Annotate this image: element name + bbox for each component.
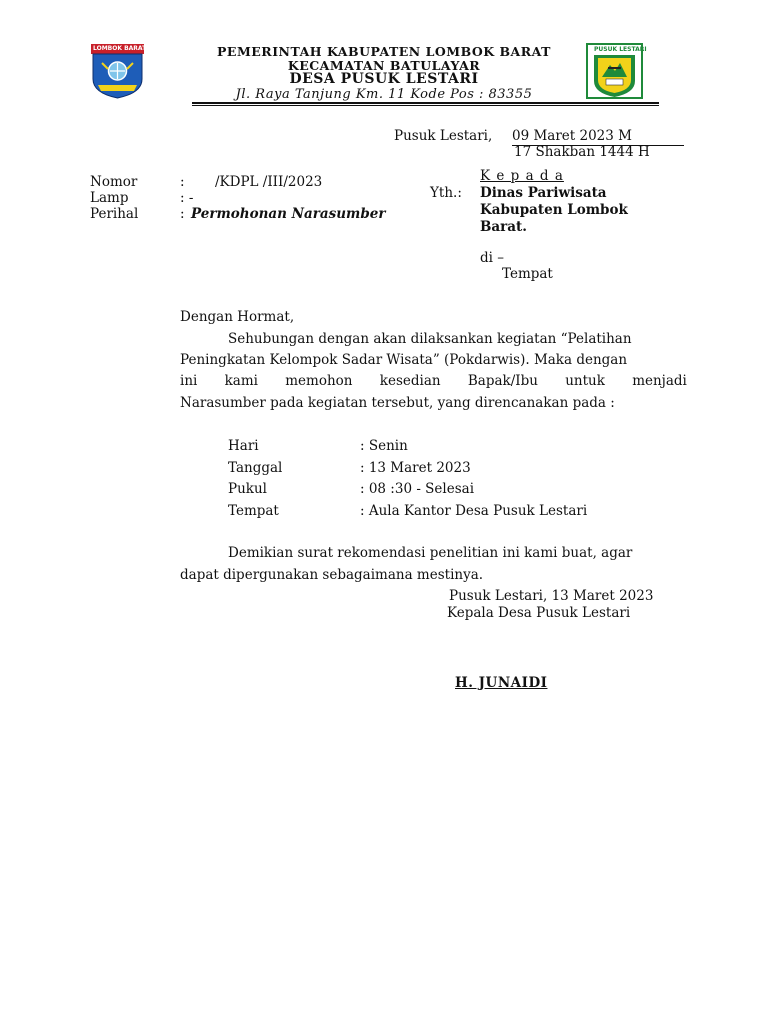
recipient-yth: Yth.: xyxy=(430,185,462,201)
perihal-label: Perihal xyxy=(90,206,139,222)
lamp-value: : - xyxy=(180,190,194,206)
closing-line-2: dapat dipergunakan sebagaimana mestinya. xyxy=(180,567,484,583)
detail-value-tempat: : Aula Kantor Desa Pusuk Lestari xyxy=(360,503,588,519)
letterhead-line-2: KECAMATAN BATULAYAR xyxy=(287,58,481,73)
date-place: Pusuk Lestari, xyxy=(394,128,493,144)
detail-value-tanggal: : 13 Maret 2023 xyxy=(360,460,471,476)
recipient-name-line-3: Barat. xyxy=(480,219,527,235)
letterhead-rule-thin xyxy=(192,105,659,106)
recipient-kepada: K e p a d a xyxy=(480,168,564,184)
lombok-barat-logo-text: LOMBOK BARAT xyxy=(93,45,147,52)
greeting: Dengan Hormat, xyxy=(180,309,295,325)
perihal-separator: : xyxy=(180,206,185,222)
recipient-name-line-1: Dinas Pariwisata xyxy=(480,185,607,201)
pusuk-lestari-logo-text: PUSUK LESTARI xyxy=(594,46,647,53)
paragraph-line-4: Narasumber pada kegiatan tersebut, yang direncanakan pada : xyxy=(180,395,615,411)
detail-label-tanggal: Tanggal xyxy=(228,460,283,476)
paragraph-line-3: ini kami memohon kesedian Bapak/Ibu untuk menjadi xyxy=(180,373,687,389)
recipient-di: di – xyxy=(480,250,505,266)
detail-value-hari: : Senin xyxy=(360,438,408,454)
detail-label-tempat: Tempat xyxy=(228,503,279,519)
letterhead-line-1: PEMERINTAH KABUPATEN LOMBOK BARAT xyxy=(217,44,551,59)
detail-label-pukul: Pukul xyxy=(228,481,267,497)
closing-line-1: Demikian surat rekomendasi penelitian ini kami buat, agar xyxy=(228,545,633,561)
date-gregorian-text: 09 Maret 2023 M xyxy=(512,127,684,146)
signature-place-date: Pusuk Lestari, 13 Maret 2023 xyxy=(449,588,654,604)
paragraph-line-1: Sehubungan dengan akan dilaksankan kegiatan “Pelatihan xyxy=(228,331,632,347)
letterhead-village-name: DESA PUSUK LESTARI xyxy=(289,71,479,87)
recipient-tempat: Tempat xyxy=(502,266,553,282)
nomor-separator: : xyxy=(180,174,185,190)
signature-title: Kepala Desa Pusuk Lestari xyxy=(447,605,631,621)
recipient-name-line-2: Kabupaten Lombok xyxy=(480,202,628,218)
paragraph-line-2: Peningkatan Kelompok Sadar Wisata” (Pokdarwis). Maka dengan xyxy=(180,352,628,368)
letterhead-address: Jl. Raya Tanjung Km. 11 Kode Pos : 83355 xyxy=(235,87,533,102)
lamp-label: Lamp xyxy=(90,190,129,206)
detail-value-pukul: : 08 :30 - Selesai xyxy=(360,481,475,497)
date-hijri: 17 Shakban 1444 H xyxy=(514,144,650,160)
nomor-label: Nomor xyxy=(90,174,138,190)
letterhead-rule-thick xyxy=(192,102,659,104)
signature-name: H. JUNAIDI xyxy=(455,675,548,691)
nomor-value: /KDPL /III/2023 xyxy=(215,174,323,190)
perihal-value: Permohonan Narasumber xyxy=(191,206,386,222)
detail-label-hari: Hari xyxy=(228,438,259,454)
